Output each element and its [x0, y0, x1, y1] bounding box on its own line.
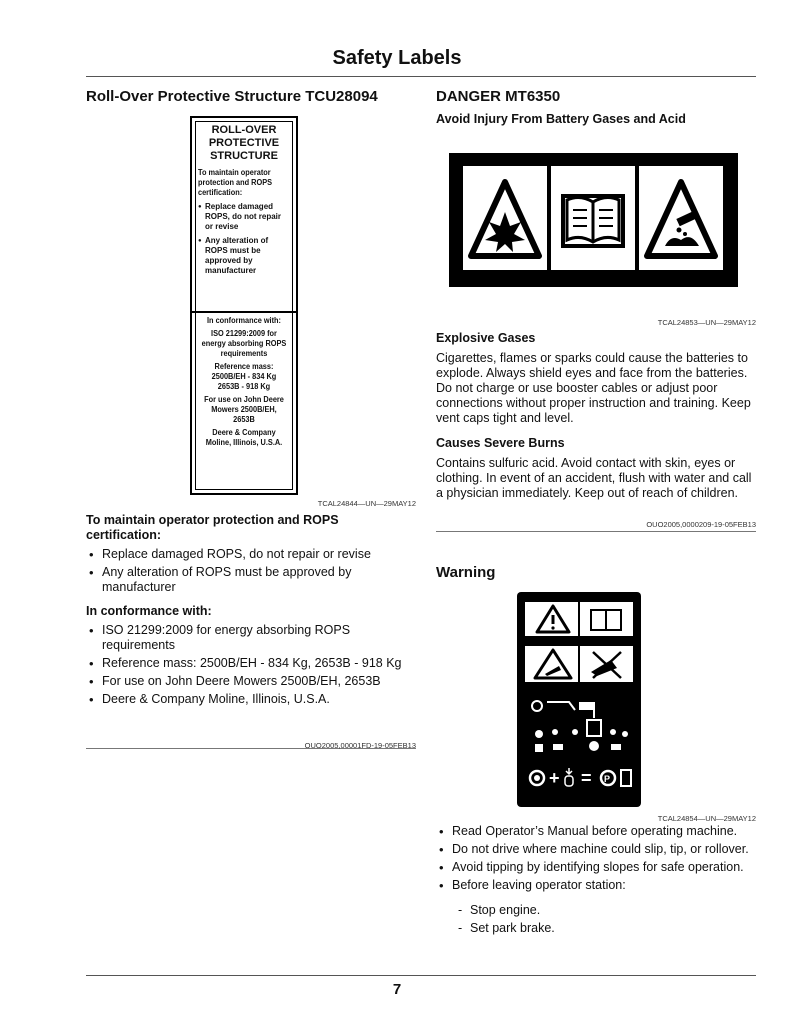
page-title: Safety Labels [332, 47, 462, 69]
header-rule [86, 76, 756, 77]
list-item: • Do not drive where machine could slip, tip, or rollover. [436, 842, 756, 857]
list-item: • ISO 21299:2009 for energy absorbing ROPS requirements [86, 623, 416, 653]
rops-figure-code: TCAL24844—UN—29MAY12 [317, 499, 416, 508]
rops-decal-divider [192, 311, 296, 313]
warning-list [436, 824, 756, 893]
svg-text:=: = [581, 768, 592, 788]
explosive-gases-text: Cigarettes, flames or sparks could cause the batteries to explode. Always shield eyes and face from the batteries. Do not charge or use booster cables or adjust poor connections without proper instruction and training. Keep vent caps tight and level. [436, 351, 751, 425]
danger-section-rule [436, 531, 756, 532]
warning-slope-panel [525, 646, 633, 682]
danger-doc-code: OUO2005,0000209-19-05FEB13 [646, 520, 756, 529]
rops-decal-bullet-1: ● Replace damaged ROPS, do not repair or revise [198, 202, 290, 232]
footer-rule [86, 975, 756, 976]
rops-decal-title-1: ROLL-OVER [211, 124, 277, 136]
list-item: - Set park brake. [436, 921, 756, 936]
list-item: • Avoid tipping by identifying slopes for safe operation. [436, 860, 756, 875]
rops-decal-iso: ISO 21299:2009 for energy absorbing ROPS requirements [201, 329, 287, 358]
rops-decal-intro: To maintain operator protection and ROPS certification: [198, 168, 273, 197]
rops-heading: Roll-Over Protective Structure TCU28094 [86, 88, 378, 105]
rops-list-2 [86, 623, 416, 707]
rops-decal-conformance: In conformance with: [206, 316, 282, 325]
rops-decal-title-2: PROTECTIVE [208, 137, 280, 149]
danger-heading: DANGER MT6350 [436, 88, 561, 105]
read-manual-icon [551, 166, 635, 270]
rops-decal-use: For use on John Deere Mowers 2500B/EH, 2653B [204, 395, 284, 424]
danger-figure-code: TCAL24853—UN—29MAY12 [657, 318, 756, 327]
rops-list-1 [86, 547, 416, 595]
rops-decal-bullet-2: ● Any alteration of ROPS must be approved by manufacturer [198, 236, 290, 276]
list-item: • Read Operator’s Manual before operating machine. [436, 824, 756, 839]
warning-decal-image [517, 592, 641, 807]
rops-decal-company: Deere & Company Moline, Illinois, U.S.A. [205, 428, 283, 447]
warning-top-panel [525, 602, 633, 636]
list-item: • Replace damaged ROPS, do not repair or revise [86, 547, 416, 562]
list-item: - Stop engine. [436, 903, 756, 918]
danger-decal-image [449, 153, 738, 287]
danger-subheading: Avoid Injury From Battery Gases and Acid [436, 112, 686, 126]
svg-text:+: + [549, 768, 560, 788]
rops-decal-title-3: STRUCTURE [210, 150, 278, 162]
list-item: • For use on John Deere Mowers 2500B/EH, 2653B [86, 674, 416, 689]
list-item: • Before leaving operator station: [436, 878, 756, 893]
rops-subheading-2: In conformance with: [86, 604, 212, 618]
list-item: • Deere & Company Moline, Illinois, U.S.A. [86, 692, 416, 707]
warning-figure-code: TCAL24854—UN—29MAY12 [657, 814, 756, 823]
rops-subheading-1: To maintain operator protection and ROPS certification: [86, 513, 339, 542]
list-item: • Reference mass: 2500B/EH - 834 Kg, 2653B - 918 Kg [86, 656, 416, 671]
rops-decal-image [190, 116, 298, 495]
warning-heading: Warning [436, 564, 496, 581]
severe-burns-heading: Causes Severe Burns [436, 436, 565, 450]
severe-burns-text: Contains sulfuric acid. Avoid contact with skin, eyes or clothing. In event of an accident, flush with water and call a physician immediately. Keep out of reach of children. [436, 456, 752, 500]
acid-burn-hazard-icon [639, 166, 723, 270]
svg-text:P: P [604, 774, 611, 784]
warning-operator-panel [525, 692, 633, 792]
rops-doc-code: OUO2005,00001FD-19-05FEB13 [304, 741, 416, 750]
explosive-gases-heading: Explosive Gases [436, 331, 536, 345]
rops-decal-mass: Reference mass: 2500B/EH - 834 Kg 2653B - 918 Kg [211, 362, 277, 391]
page-number: 7 [392, 981, 402, 998]
warning-steps [436, 903, 756, 936]
explosion-hazard-icon [463, 166, 547, 270]
list-item: • Any alteration of ROPS must be approved by manufacturer [86, 565, 416, 595]
